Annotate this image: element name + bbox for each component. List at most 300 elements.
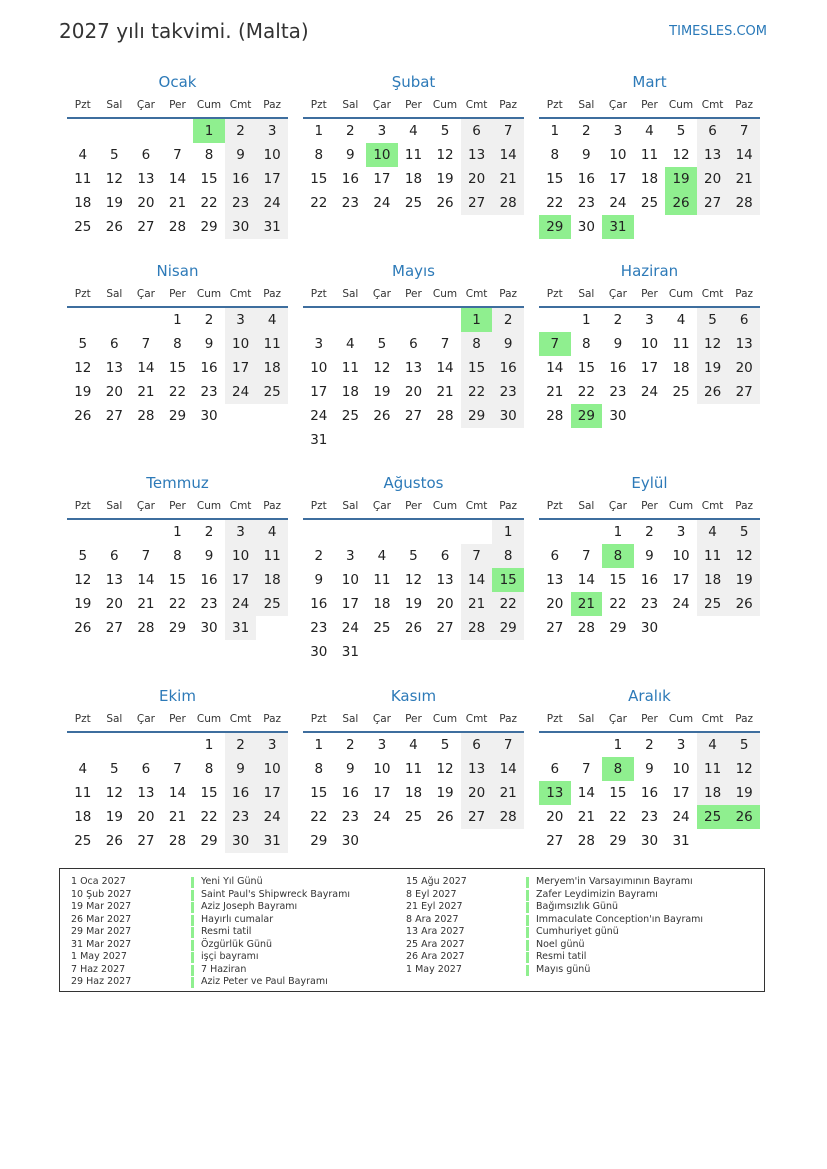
weekday-label: Sal [578, 288, 595, 300]
legend-date: 31 Mar 2027 [71, 938, 132, 950]
day-cell: 2 [314, 548, 324, 564]
day-cell: 22 [577, 384, 595, 400]
month-block [303, 684, 524, 853]
day-cell: 25 [697, 592, 729, 616]
day-cell: 7 [582, 548, 591, 564]
day-cell: 12 [74, 572, 92, 588]
day-cell: 15 [310, 785, 328, 801]
day-cell: 14 [461, 568, 493, 592]
legend-holiday-name: Saint Paul's Shipwreck Bayramı [201, 888, 350, 900]
day-cell: 8 [173, 548, 182, 564]
day-cell: 10 [256, 143, 288, 167]
month-name: Temmuz [146, 474, 209, 492]
day-cell: 6 [728, 308, 760, 332]
day-cell: 17 [225, 568, 257, 592]
legend-date: 29 Mar 2027 [71, 926, 132, 937]
day-cell: 23 [225, 805, 257, 829]
weekday-label: Pzt [546, 99, 563, 111]
weekday-header [67, 708, 288, 733]
day-cell: 17 [256, 781, 288, 805]
legend-column-left [71, 876, 350, 989]
day-cell: 18 [672, 360, 690, 376]
day-cell: 17 [341, 596, 359, 612]
day-cell: 5 [110, 147, 119, 163]
legend-holiday-name: işçi bayramı [201, 951, 259, 962]
legend-marker [191, 965, 194, 976]
day-cell: 17 [609, 171, 627, 187]
day-cell: 17 [310, 384, 328, 400]
weekday-label: Cmt [701, 99, 724, 111]
weekday-label: Sal [342, 99, 359, 111]
legend-row [71, 901, 350, 914]
day-cell: 3 [314, 336, 324, 352]
day-cell: 19 [74, 596, 92, 612]
weekday-label: Pzt [74, 713, 91, 725]
weekday-label: Cum [668, 288, 694, 300]
day-cell: 25 [74, 219, 92, 235]
day-cell: 1 [613, 524, 623, 540]
day-cell: 1 [314, 123, 324, 139]
legend-date: 21 Eyl 2027 [406, 901, 463, 912]
day-cell: 2 [645, 524, 654, 540]
day-cell: 15 [168, 360, 187, 376]
legend-date: 26 Mar 2027 [71, 913, 132, 925]
day-cell: 30 [341, 833, 359, 849]
legend-holiday-name: Hayırlı cumalar [201, 913, 274, 925]
day-cell: 5 [697, 308, 729, 332]
weekday-label: Cmt [465, 500, 488, 512]
month-name: Mayıs [392, 262, 435, 280]
weekday-label: Paz [735, 99, 754, 111]
day-cell: 10 [256, 757, 288, 781]
day-cell: 2 [346, 123, 355, 139]
day-cell: 21 [546, 384, 564, 400]
day-cell: 23 [640, 809, 659, 825]
day-cell: 9 [492, 332, 524, 356]
weekday-label: Çar [608, 500, 627, 512]
day-cell: 14 [137, 360, 155, 376]
weekday-label: Sal [106, 288, 123, 300]
month-block [67, 471, 288, 640]
day-cell: 30 [640, 620, 659, 636]
day-cell: 29 [492, 616, 524, 640]
month-block [303, 471, 524, 664]
day-cell: 19 [404, 596, 423, 612]
legend-date: 1 May 2027 [406, 963, 462, 975]
day-cell: 10 [310, 360, 328, 376]
day-cell: 8 [173, 336, 182, 352]
day-cell: 6 [110, 336, 119, 352]
day-cell: 9 [225, 143, 257, 167]
day-cell: 3 [676, 737, 686, 753]
legend-row [71, 951, 350, 964]
day-cell: 21 [492, 167, 524, 191]
empty-cell [162, 119, 194, 143]
empty-cell [366, 308, 398, 332]
day-cell: 11 [373, 572, 391, 588]
empty-cell [539, 733, 571, 757]
day-cell: 24 [256, 191, 288, 215]
day-cell: 22 [168, 384, 187, 400]
weekday-label: Cum [668, 713, 694, 725]
day-cell: 17 [225, 356, 257, 380]
day-cell: 11 [341, 360, 359, 376]
day-cell: 21 [436, 384, 454, 400]
day-cell: 9 [314, 572, 324, 588]
day-cell: 4 [697, 520, 729, 544]
day-cell: 29 [168, 620, 187, 636]
day-cell: 7 [173, 147, 182, 163]
day-cell: 24 [225, 380, 257, 404]
day-cell: 16 [640, 785, 659, 801]
day-cell: 7 [173, 761, 182, 777]
day-cell: 17 [672, 785, 690, 801]
day-cell: 22 [200, 809, 218, 825]
day-cell: 22 [609, 809, 627, 825]
day-cell: 3 [645, 312, 654, 328]
day-cell: 2 [225, 119, 257, 143]
day-cell: 14 [168, 785, 187, 801]
site-link[interactable]: TIMESLES.COM [669, 24, 767, 39]
day-cell: 13 [105, 360, 123, 376]
weekday-label: Paz [735, 713, 754, 725]
day-cell: 14 [728, 143, 760, 167]
day-cell: 20 [137, 195, 155, 211]
legend-row [406, 914, 703, 927]
weekday-label: Paz [263, 99, 282, 111]
day-cell: 25 [672, 384, 690, 400]
day-cell: 12 [373, 360, 391, 376]
day-cell: 9 [346, 147, 355, 163]
empty-cell [571, 733, 603, 757]
weekday-label: Çar [136, 500, 155, 512]
day-cell: 30 [577, 219, 595, 235]
month-name: Aralık [628, 687, 671, 705]
day-cell: 25 [341, 408, 359, 424]
weekday-header [539, 94, 760, 119]
holiday-day-cell: 8 [602, 757, 634, 781]
day-cell: 15 [609, 785, 627, 801]
day-cell: 7 [582, 761, 591, 777]
day-cell: 3 [225, 520, 257, 544]
day-cell: 6 [110, 548, 119, 564]
day-cell: 26 [105, 833, 123, 849]
empty-cell [429, 308, 461, 332]
empty-cell [162, 733, 194, 757]
weekday-label: Per [405, 99, 422, 111]
legend-date: 26 Ara 2027 [406, 951, 465, 962]
day-cell: 11 [74, 785, 92, 801]
holiday-day-cell: 19 [665, 167, 697, 191]
day-cell: 30 [200, 408, 218, 424]
empty-cell [539, 520, 571, 544]
day-cell: 16 [200, 572, 218, 588]
weekday-label: Çar [608, 288, 627, 300]
weekday-label: Cmt [701, 500, 724, 512]
day-cell: 4 [78, 147, 88, 163]
day-cell: 2 [645, 737, 654, 753]
day-cell: 28 [436, 408, 454, 424]
weekday-label: Pzt [310, 99, 327, 111]
legend-row [406, 926, 703, 939]
weekday-label: Cmt [465, 288, 488, 300]
day-cell: 11 [404, 147, 423, 163]
legend-marker [191, 915, 194, 926]
day-cell: 4 [645, 123, 654, 139]
day-cell: 23 [609, 384, 627, 400]
legend-marker [526, 915, 529, 926]
day-cell: 7 [141, 336, 151, 352]
day-cell: 19 [105, 195, 123, 211]
day-cell: 27 [137, 833, 155, 849]
day-cell: 7 [440, 336, 450, 352]
day-cell: 24 [672, 809, 690, 825]
day-cell: 30 [225, 829, 257, 853]
day-cell: 16 [640, 572, 659, 588]
day-cell: 9 [645, 548, 654, 564]
weekday-label: Per [169, 500, 186, 512]
legend-date: 7 Haz 2027 [71, 963, 126, 975]
day-cell: 25 [74, 833, 92, 849]
day-cell: 15 [461, 356, 493, 380]
weekday-label: Çar [372, 713, 391, 725]
day-cell: 27 [436, 620, 454, 636]
weekday-header [67, 283, 288, 308]
day-cell: 11 [256, 332, 288, 356]
day-cell: 26 [373, 408, 391, 424]
day-cell: 25 [256, 592, 288, 616]
day-cell: 24 [373, 195, 391, 211]
legend-row [406, 951, 703, 964]
day-cell: 7 [461, 544, 493, 568]
day-cell: 4 [409, 123, 418, 139]
day-grid [539, 733, 760, 853]
day-cell: 6 [141, 761, 151, 777]
legend-marker [191, 890, 194, 901]
day-cell: 23 [341, 195, 359, 211]
empty-cell [366, 520, 398, 544]
legend-holiday-name: Zafer Leydimizin Bayramı [536, 888, 658, 900]
day-cell: 26 [697, 380, 729, 404]
day-cell: 10 [225, 544, 257, 568]
day-cell: 29 [310, 833, 328, 849]
empty-cell [99, 733, 131, 757]
weekday-label: Paz [499, 713, 518, 725]
weekday-label: Cmt [229, 713, 252, 725]
day-cell: 28 [492, 191, 524, 215]
day-cell: 21 [492, 781, 524, 805]
legend-date: 1 May 2027 [71, 951, 127, 962]
day-cell: 13 [461, 143, 493, 167]
day-cell: 10 [640, 336, 659, 352]
day-cell: 21 [137, 596, 155, 612]
day-cell: 5 [110, 761, 119, 777]
weekday-label: Cum [196, 99, 222, 111]
empty-cell [398, 308, 430, 332]
day-cell: 6 [409, 336, 418, 352]
day-cell: 2 [204, 524, 214, 540]
holiday-day-cell: 1 [193, 119, 225, 143]
day-cell: 18 [697, 781, 729, 805]
day-cell: 1 [582, 312, 591, 328]
day-cell: 24 [341, 620, 359, 636]
month-name: Eylül [631, 474, 668, 492]
day-cell: 14 [492, 757, 524, 781]
day-cell: 29 [609, 620, 627, 636]
day-cell: 26 [436, 809, 454, 825]
day-cell: 29 [200, 833, 218, 849]
weekday-label: Per [169, 713, 186, 725]
day-cell: 3 [256, 119, 288, 143]
weekday-label: Cmt [465, 713, 488, 725]
day-cell: 29 [168, 408, 187, 424]
weekday-label: Sal [106, 99, 123, 111]
day-cell: 28 [728, 191, 760, 215]
day-cell: 3 [676, 524, 686, 540]
day-cell: 3 [613, 123, 623, 139]
day-cell: 8 [492, 544, 524, 568]
day-cell: 1 [550, 123, 560, 139]
day-cell: 9 [204, 548, 214, 564]
day-cell: 28 [461, 616, 493, 640]
day-cell: 26 [728, 592, 760, 616]
day-grid [67, 308, 288, 428]
day-cell: 12 [436, 147, 454, 163]
day-cell: 24 [373, 809, 391, 825]
day-cell: 16 [310, 596, 328, 612]
weekday-label: Cum [196, 288, 222, 300]
day-cell: 25 [404, 195, 423, 211]
weekday-header [539, 495, 760, 520]
day-cell: 17 [373, 785, 391, 801]
day-cell: 12 [105, 785, 123, 801]
day-cell: 11 [404, 761, 423, 777]
day-cell: 18 [373, 596, 391, 612]
day-cell: 3 [256, 733, 288, 757]
legend-row [406, 964, 703, 977]
day-cell: 27 [461, 191, 493, 215]
day-cell: 30 [640, 833, 659, 849]
day-cell: 22 [461, 380, 493, 404]
day-cell: 25 [373, 620, 391, 636]
day-cell: 20 [404, 384, 423, 400]
weekday-label: Pzt [74, 500, 91, 512]
day-cell: 14 [577, 572, 595, 588]
day-cell: 19 [697, 356, 729, 380]
holiday-day-cell: 26 [665, 191, 697, 215]
legend-marker [191, 952, 194, 963]
day-cell: 5 [728, 733, 760, 757]
weekday-label: Paz [263, 288, 282, 300]
weekday-label: Sal [342, 288, 359, 300]
day-cell: 19 [728, 781, 760, 805]
legend-column-right [406, 876, 703, 976]
day-grid [67, 119, 288, 239]
weekday-label: Cmt [229, 99, 252, 111]
day-cell: 6 [550, 548, 560, 564]
day-cell: 2 [225, 733, 257, 757]
weekday-header [539, 708, 760, 733]
day-cell: 19 [436, 171, 454, 187]
day-cell: 2 [613, 312, 623, 328]
day-cell: 31 [256, 829, 288, 853]
day-cell: 5 [377, 336, 387, 352]
weekday-label: Paz [499, 99, 518, 111]
day-cell: 20 [546, 596, 564, 612]
day-cell: 4 [377, 548, 387, 564]
day-cell: 1 [204, 737, 214, 753]
legend-marker [191, 877, 194, 888]
legend-date: 13 Ara 2027 [406, 926, 465, 937]
day-cell: 21 [461, 592, 493, 616]
month-name: Şubat [391, 73, 436, 91]
day-cell: 12 [74, 360, 92, 376]
day-cell: 17 [640, 360, 659, 376]
day-cell: 5 [409, 548, 418, 564]
day-cell: 31 [256, 215, 288, 239]
weekday-label: Paz [735, 500, 754, 512]
empty-cell [398, 520, 430, 544]
legend-marker [526, 902, 529, 913]
weekday-header [303, 283, 524, 308]
legend-row [406, 889, 703, 902]
legend-row [71, 926, 350, 939]
empty-cell [335, 520, 367, 544]
day-cell: 16 [341, 171, 359, 187]
day-cell: 9 [582, 147, 591, 163]
day-cell: 11 [74, 171, 92, 187]
weekday-label: Per [405, 288, 422, 300]
day-cell: 18 [404, 785, 423, 801]
day-cell: 4 [256, 308, 288, 332]
empty-cell [67, 308, 99, 332]
day-cell: 9 [204, 336, 214, 352]
day-cell: 23 [200, 384, 218, 400]
day-cell: 18 [74, 809, 92, 825]
day-cell: 12 [672, 147, 690, 163]
day-cell: 21 [728, 167, 760, 191]
weekday-label: Çar [372, 500, 391, 512]
day-cell: 2 [346, 737, 355, 753]
day-cell: 11 [697, 544, 729, 568]
legend-row [71, 876, 350, 889]
day-cell: 20 [436, 596, 454, 612]
day-cell: 3 [225, 308, 257, 332]
legend-marker [526, 927, 529, 938]
day-cell: 6 [141, 147, 151, 163]
day-cell: 19 [728, 568, 760, 592]
day-cell: 28 [546, 408, 564, 424]
legend-holiday-name: Aziz Joseph Bayramı [201, 901, 298, 912]
holiday-day-cell: 25 [697, 805, 729, 829]
empty-cell [130, 520, 162, 544]
day-cell: 17 [256, 167, 288, 191]
day-cell: 27 [546, 833, 564, 849]
day-cell: 27 [404, 408, 423, 424]
day-cell: 11 [256, 544, 288, 568]
day-cell: 23 [341, 809, 359, 825]
day-cell: 19 [436, 785, 454, 801]
day-cell: 23 [200, 596, 218, 612]
holiday-legend [59, 868, 765, 992]
day-cell: 2 [492, 308, 524, 332]
day-cell: 5 [676, 123, 686, 139]
day-cell: 23 [577, 195, 595, 211]
day-cell: 8 [204, 761, 214, 777]
day-cell: 24 [640, 384, 659, 400]
day-cell: 15 [310, 171, 328, 187]
day-grid [67, 520, 288, 640]
